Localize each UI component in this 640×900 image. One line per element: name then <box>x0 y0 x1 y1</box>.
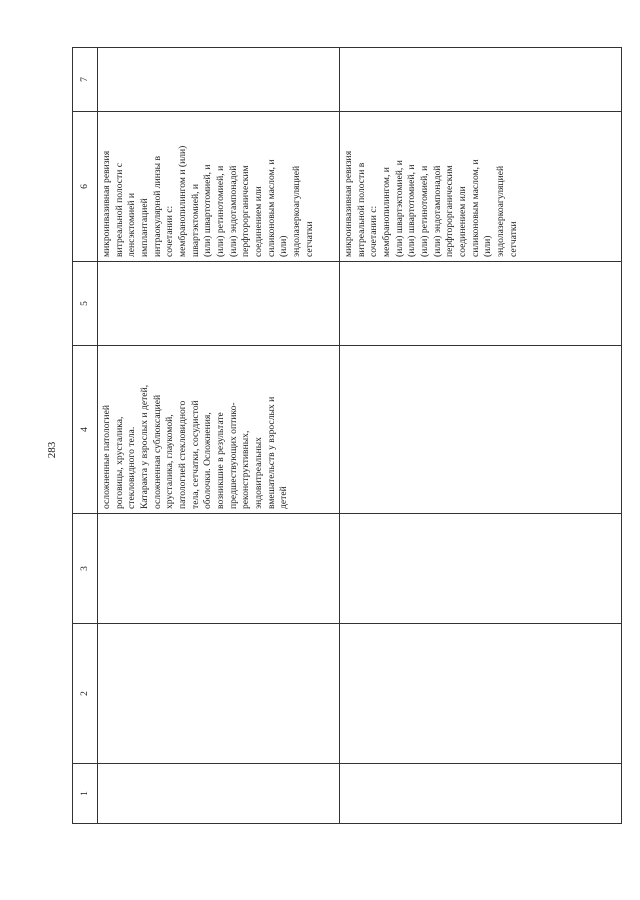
cell-row2-col4 <box>340 346 622 514</box>
cell-row2-col5 <box>340 262 622 346</box>
table-row <box>340 48 622 824</box>
cell-row2-col2 <box>340 624 622 764</box>
column-header-6: 6 <box>73 112 98 262</box>
column-header-2: 2 <box>73 624 98 764</box>
cell-row2-col7 <box>340 48 622 112</box>
column-header-4: 4 <box>73 346 98 514</box>
cell-row1-col3 <box>98 514 340 624</box>
cell-row1-col7 <box>98 48 340 112</box>
treatment-table <box>72 47 622 824</box>
cell-row1-col2 <box>98 624 340 764</box>
cell-row1-diagnosis: осложненные патологией роговицы, хрусталика, стекловидного тела. Катаракта у взрослых и детей, осложненная сублюксацией хрусталика, глаукомой, патологией стекловидного тела, сетчатки, сосудистой оболочки. Осложнения, возникшие в результате предшествующих оптико- реконструктивных, эндовитреальных вмешательств у взрослых и детей <box>98 346 340 514</box>
column-header-3: 3 <box>73 514 98 624</box>
cell-row2-col3 <box>340 514 622 624</box>
table-row <box>98 48 340 824</box>
column-header-1: 1 <box>73 764 98 824</box>
cell-row1-treatment-method: микроинвазивная ревизия витреальной полости с ленсэктомией и имплантацией интраокулярной линзы в сочетании с: мембранопилингом и (или) швартэктомией, и (или) швартотомией, и (или) ретинотомией, и (или) эндотампонадой перфторорганическим соединением или силиконовым маслом, и (или) эндолазеркоагуляцией сетчатки <box>98 112 340 262</box>
cell-row1-col5 <box>98 262 340 346</box>
cell-row1-col1 <box>98 764 340 824</box>
column-header-7: 7 <box>73 48 98 112</box>
cell-row2-col1 <box>340 764 622 824</box>
page-number: 283 <box>46 441 58 459</box>
table-header-row <box>73 48 98 824</box>
rotated-page-content <box>72 48 622 824</box>
column-header-5: 5 <box>73 262 98 346</box>
cell-row2-treatment-method: микроинвазивная ревизия витреальной полости в сочетании с: мембранопилингом, и (или) швартэктомией, и (или) швартотомией, и (или) ретинотомией, и (или) эндотампонадой перфторорганическим соединением или силиконовым маслом, и (или) эндолазеркоагуляцией сетчатки <box>340 112 622 262</box>
